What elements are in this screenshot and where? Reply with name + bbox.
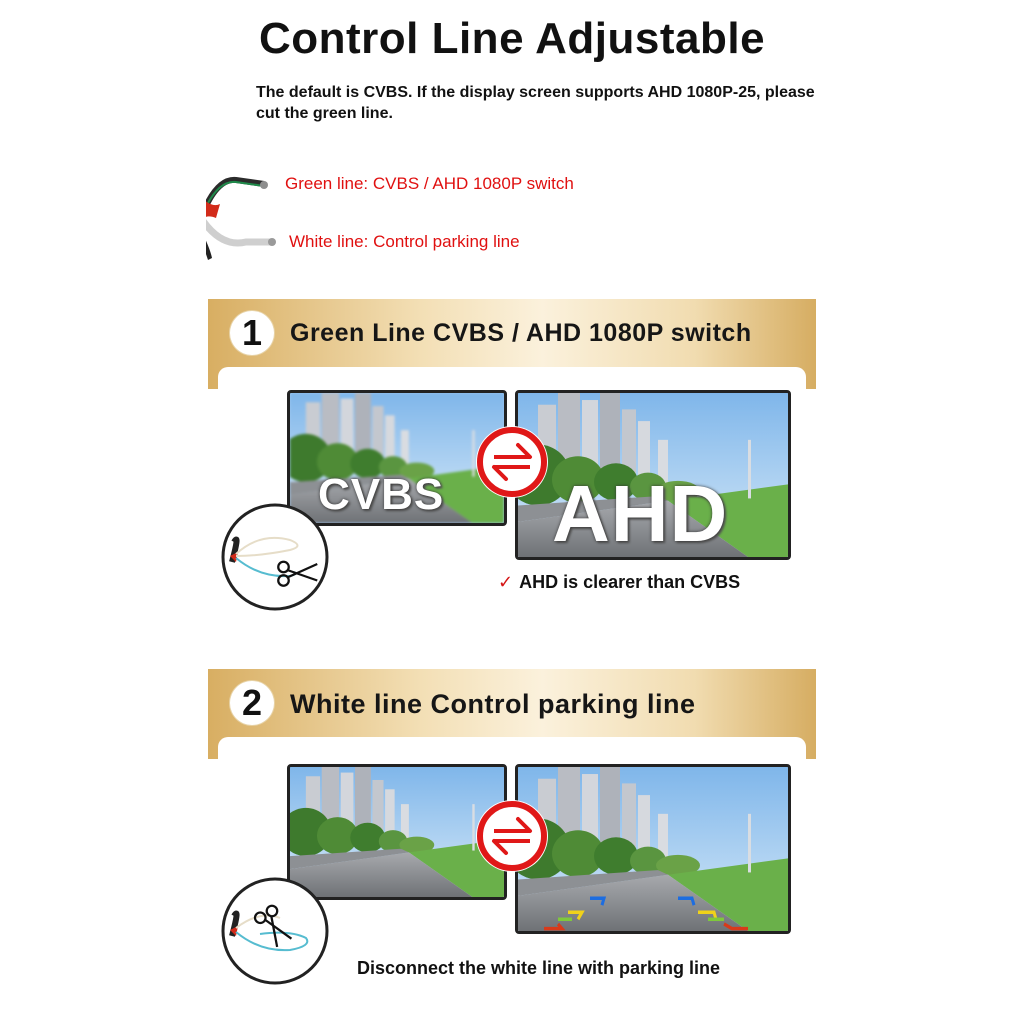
- cvbs-label: CVBS: [318, 470, 445, 519]
- cable-icon: [206, 158, 286, 278]
- section-2-banner: [208, 669, 816, 759]
- ahd-label: AHD: [552, 469, 729, 558]
- swap-arrows-icon: [474, 424, 550, 500]
- check-icon: ✓: [498, 572, 514, 592]
- section-number: 2: [230, 681, 274, 725]
- section-heading: White line Control parking line: [290, 689, 696, 719]
- intro-text: The default is CVBS. If the display screen supports AHD 1080P-25, please cut the green line.: [256, 84, 815, 122]
- section-1-banner: [208, 299, 816, 389]
- swap-arrows-icon: [474, 798, 550, 874]
- section-number: 1: [230, 311, 274, 355]
- green-line-label: Green line: CVBS / AHD 1080P switch: [285, 174, 574, 193]
- cut-green-wire-icon: [220, 502, 330, 612]
- parking-line-photo: [515, 764, 791, 934]
- ahd-note-text: AHD is clearer than CVBS: [519, 572, 741, 592]
- ahd-note: [498, 572, 740, 593]
- section-heading: Green Line CVBS / AHD 1080P switch: [290, 319, 752, 347]
- cut-white-wire-icon: [220, 876, 330, 986]
- white-line-label: White line: Control parking line: [289, 232, 520, 251]
- page-title: Control Line Adjustable: [258, 14, 766, 63]
- parking-line-note: Disconnect the white line with parking line: [357, 958, 721, 978]
